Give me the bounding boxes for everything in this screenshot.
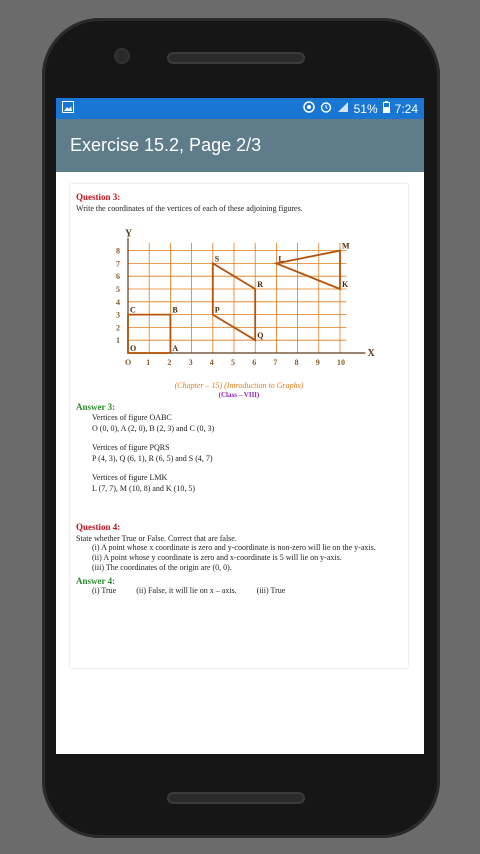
y-tick-label: 6 — [116, 272, 120, 282]
x-tick-label: 4 — [209, 358, 214, 367]
class-label: (Class – VIII) — [218, 391, 260, 399]
bottom-speaker — [167, 792, 305, 804]
oabc-vertices: O (0, 0), A (2, 0), B (2, 3) and C (0, 3) — [92, 424, 215, 433]
question-4-item-i: (i) A point whose x coordinate is zero and y-coordinate is non-zero will lie on the y-axis. — [92, 543, 376, 552]
battery-percent: 51% — [353, 101, 378, 116]
vertex-label: S — [214, 254, 220, 264]
y-tick-label: 8 — [116, 246, 120, 256]
x-axis-label: X — [367, 348, 375, 359]
chapter-caption: (Chapter – 15) (Introduction to Graphs) — [174, 381, 304, 390]
question-4-item-ii: (ii) A point whose y coordinate is zero and x-coordinate is 5 will lie on y-axis. — [92, 553, 342, 562]
vertex-label: M — [342, 241, 350, 251]
y-tick-label: 4 — [116, 297, 120, 307]
answer-4-title: Answer 4: — [76, 576, 116, 586]
coordinate-graph — [76, 215, 402, 381]
app-bar — [56, 119, 424, 172]
x-tick-label: 3 — [188, 358, 193, 367]
lmk-label: Vertices of figure LMK — [92, 473, 168, 482]
x-tick-label: 6 — [252, 358, 257, 367]
shape-lmk — [276, 251, 340, 289]
sync-icon — [303, 101, 315, 116]
x-tick-label: 5 — [231, 358, 235, 367]
y-tick-label: 1 — [116, 336, 120, 346]
y-tick-label: 2 — [116, 323, 120, 333]
signal-icon — [337, 101, 349, 116]
lmk-vertices: L (7, 7), M (10, 8) and K (10, 5) — [92, 484, 196, 493]
front-camera — [114, 48, 130, 64]
y-tick-label: 7 — [116, 259, 120, 269]
x-tick-label: 9 — [315, 358, 320, 367]
phone-frame — [42, 18, 440, 838]
y-axis-label: Y — [125, 228, 133, 240]
y-tick-label: 5 — [116, 285, 120, 294]
x-tick-label: 7 — [273, 358, 278, 367]
answer-4-body — [92, 586, 402, 595]
vertex-label: K — [342, 280, 349, 289]
x-tick-label: 8 — [294, 358, 299, 367]
x-tick-label: O — [125, 358, 132, 367]
vertex-label: C — [130, 305, 136, 315]
graph-svg — [76, 215, 396, 379]
page-title: Exercise 15.2, Page 2/3 — [70, 135, 262, 155]
x-tick-label: 10 — [337, 358, 345, 367]
answer-4-ii: (ii) False, it will lie on x – axis. — [136, 586, 237, 595]
vertex-label: Q — [257, 331, 264, 341]
alarm-icon — [320, 101, 332, 116]
vertex-label: A — [172, 344, 179, 353]
question-4-item-iii: (iii) The coordinates of the origin are (0, 0). — [92, 563, 232, 572]
vertex-label: R — [257, 280, 263, 289]
vertex-label: B — [172, 305, 178, 315]
x-tick-label: 2 — [167, 358, 172, 367]
status-time: 7:24 — [394, 101, 418, 116]
question-4-title: Question 4: — [76, 522, 121, 532]
exercise-page[interactable] — [70, 184, 408, 668]
question-3-title: Question 3: — [76, 192, 121, 202]
vertex-label: P — [214, 305, 220, 315]
oabc-label: Vertices of figure OABC — [92, 413, 172, 422]
pqrs-label: Vertices of figure PQRS — [92, 443, 170, 452]
vertex-label: O — [130, 344, 137, 353]
pqrs-vertices: P (4, 3), Q (6, 1), R (6, 5) and S (4, 7) — [92, 454, 213, 463]
gallery-notification-icon — [62, 101, 74, 116]
answer-3-body — [92, 412, 402, 494]
earpiece-speaker — [167, 52, 305, 64]
x-tick-label: 1 — [146, 358, 151, 367]
answer-4-iii: (iii) True — [256, 586, 286, 595]
y-tick-label: 3 — [116, 310, 120, 320]
status-bar — [56, 98, 424, 119]
screen — [56, 98, 424, 754]
vertex-label: L — [278, 254, 284, 264]
answer-4-i: (i) True — [92, 586, 117, 595]
question-3-text: Write the coordinates of the vertices of each of these adjoining figures. — [76, 204, 303, 213]
battery-icon — [383, 101, 390, 116]
answer-3-title: Answer 3: — [76, 402, 116, 412]
question-4-text: State whether True or False. Correct that are false. — [76, 534, 237, 543]
